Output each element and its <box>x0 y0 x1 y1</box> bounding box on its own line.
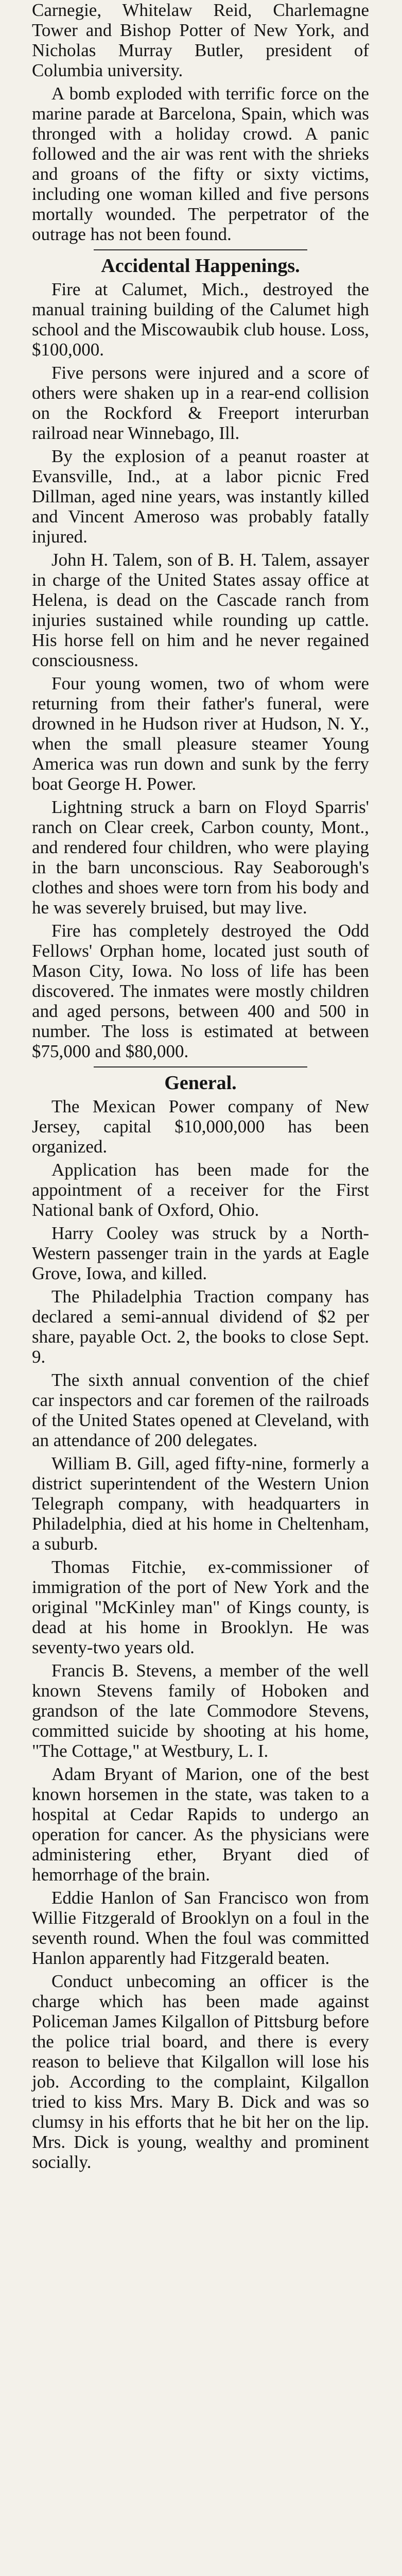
section-heading-accidents: Accidental Happenings. <box>101 255 300 277</box>
article-paragraph: The Mexican Power company of New Jersey, capital $10,000,000 has been organized. <box>32 1096 369 1157</box>
article-paragraph: Eddie Hanlon of San Francisco won from Willie Fitzgerald of Brooklyn on a foul in the seventh round. When the foul was committed Hanlon apparently had Fitzgerald beaten. <box>32 1888 369 1968</box>
article-paragraph: Thomas Fitchie, ex-commissioner of immigration of the port of New York and the original "McKinley man" of Kings county, is dead at his home in Brooklyn. He was seventy-two years old. <box>32 1557 369 1657</box>
section-divider <box>94 1066 307 1067</box>
article-paragraph: Lightning struck a barn on Floyd Sparris' ranch on Clear creek, Carbon county, Mont., and rendered four children, who were playing in the barn unconscious. Ray Seaborough's clothes and shoes were torn from his body and he was severely bruised, but may live. <box>32 797 369 918</box>
article-paragraph: Five persons were injured and a score of others were shaken up in a rear-end collision on the Rockford & Freeport interurban railroad near Winnebago, Ill. <box>32 363 369 443</box>
section-heading-general: General. <box>164 1072 237 1094</box>
section-divider <box>94 249 307 250</box>
article-paragraph: Conduct unbecoming an officer is the charge which has been made against Policeman James Kilgallon of Pittsburg before the police trial board, and there is every reason to believe that Kilgallon will lose his job. According to the complaint, Kilgallon tried to kiss Mrs. Mary B. Dick and was so clumsy in his efforts that he bit her on the lip. Mrs. Dick is young, wealthy and prominent socially. <box>32 1971 369 2172</box>
lead-paragraph: A bomb exploded with terrific force on the marine parade at Barcelona, Spain, which was thronged with a holiday crowd. A panic followed and the air was rent with the shrieks and groans of the fifty or sixty victims, including one woman killed and five persons mortally wounded. The perpetrator of the outrage has not been found. <box>32 83 369 244</box>
article-paragraph: Harry Cooley was struck by a North-Western passenger train in the yards at Eagle Grove, Iowa, and killed. <box>32 1223 369 1283</box>
article-paragraph: John H. Talem, son of B. H. Talem, assayer in charge of the United States assay office at Helena, is dead on the Cascade ranch from injuries sustained while rounding up cattle. His horse fell on him and he never regained consciousness. <box>32 550 369 670</box>
article-paragraph: Application has been made for the appointment of a receiver for the First National bank of Oxford, Ohio. <box>32 1160 369 1220</box>
article-paragraph: William B. Gill, aged fifty-nine, formerly a district superintendent of the Western Union Telegraph company, with headquarters in Philadelphia, died at his home in Cheltenham, a suburb. <box>32 1453 369 1554</box>
article-paragraph: By the explosion of a peanut roaster at Evansville, Ind., at a labor picnic Fred Dillman, aged nine years, was instantly killed and Vincent Ameroso was probably fatally injured. <box>32 446 369 547</box>
article-paragraph: Adam Bryant of Marion, one of the best known horsemen in the state, was taken to a hospital at Cedar Rapids to undergo an operation for cancer. As the physicians were administering ether, Bryant died of hemorrhage of the brain. <box>32 1764 369 1885</box>
article-paragraph: The Philadelphia Traction company has declared a semi-annual dividend of $2 per share, payable Oct. 2, the books to close Sept. 9. <box>32 1286 369 1367</box>
article-paragraph: Fire at Calumet, Mich., destroyed the manual training building of the Calumet high school and the Miscowaubik club house. Loss, $100,000. <box>32 279 369 360</box>
article-paragraph: Four young women, two of whom were returning from their father's funeral, were drowned in he Hudson river at Hudson, N. Y., when the small pleasure steamer Young America was run down and sunk by the ferry boat George H. Power. <box>32 673 369 794</box>
article-paragraph: Fire has completely destroyed the Odd Fellows' Orphan home, located just south of Mason City, Iowa. No loss of life has been discovered. The inmates were mostly children and aged persons, between 400 and 500 in number. The loss is estimated at between $75,000 and $80,000. <box>32 921 369 1061</box>
lead-paragraph: Carnegie, Whitelaw Reid, Charlemagne Tower and Bishop Potter of New York, and Nicholas Murray Butler, president of Columbia university. <box>32 0 369 80</box>
news-column <box>32 0 369 2576</box>
article-paragraph: Francis B. Stevens, a member of the well known Stevens family of Hoboken and grandson of the late Commodore Stevens, committed suicide by shooting at his home, "The Cottage," at Westbury, L. I. <box>32 1660 369 1761</box>
article-paragraph: The sixth annual convention of the chief car inspectors and car foremen of the railroads of the United States opened at Cleveland, with an attendance of 200 delegates. <box>32 1370 369 1450</box>
